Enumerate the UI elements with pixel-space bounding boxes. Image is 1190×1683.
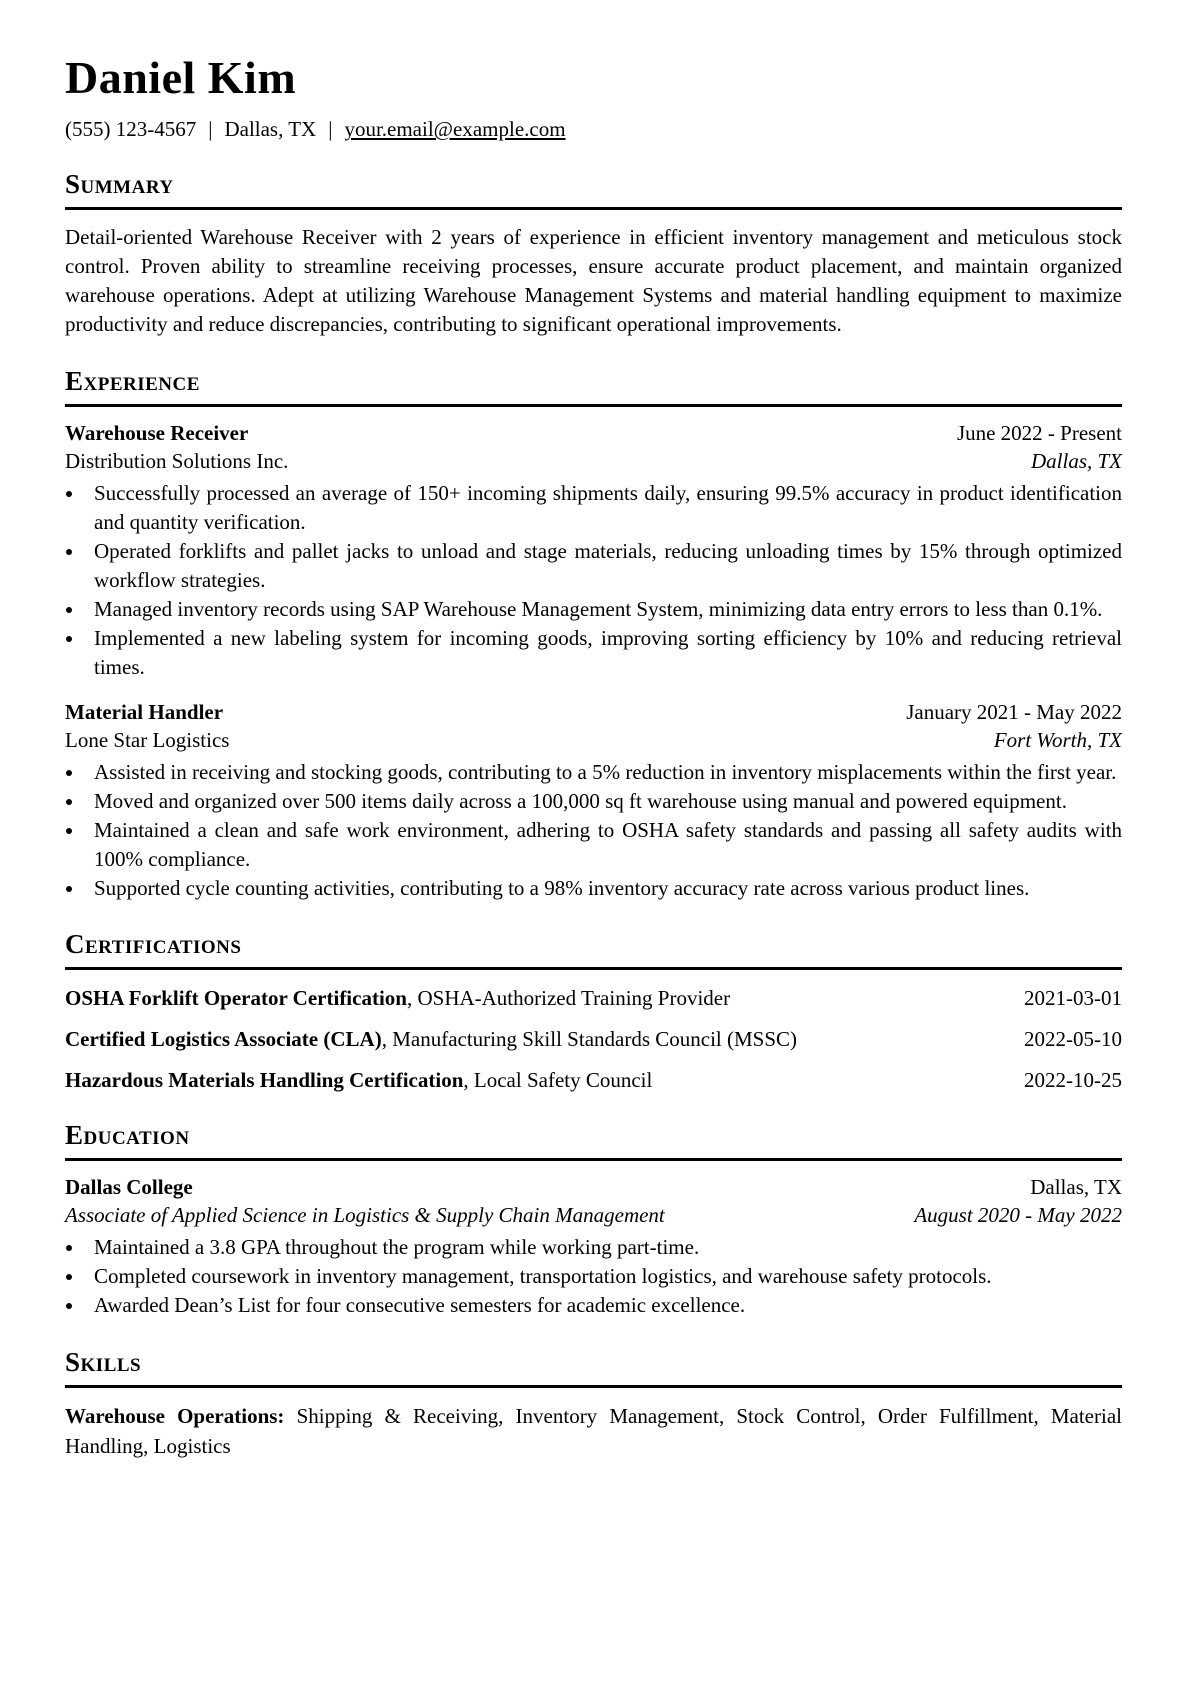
education-entry bbox=[65, 1174, 1122, 1320]
certifications-heading: Certifications bbox=[65, 929, 1122, 970]
bullet-item: • Assisted in receiving and stocking goods, contributing to a 5% reduction in inventory misplacements within the first year. bbox=[85, 758, 1122, 787]
job-title: Material Handler bbox=[65, 699, 224, 724]
job-company-row bbox=[65, 727, 1122, 755]
section-certifications bbox=[65, 929, 1122, 1093]
job-entry bbox=[65, 699, 1122, 903]
contact-phone: (555) 123-4567 bbox=[65, 117, 197, 142]
certification-left bbox=[65, 1068, 652, 1093]
certification-row bbox=[65, 1068, 1122, 1093]
bullet-item: • Awarded Dean’s List for four consecutive semesters for academic excellence. bbox=[85, 1291, 1122, 1320]
job-bullet-list bbox=[65, 479, 1122, 682]
bullet-item: • Maintained a 3.8 GPA throughout the program while working part-time. bbox=[85, 1233, 1122, 1262]
bullet-item: • Moved and organized over 500 items daily across a 100,000 sq ft warehouse using manual and powered equipment. bbox=[85, 787, 1122, 816]
certification-name: Hazardous Materials Handling Certification bbox=[65, 1068, 464, 1093]
education-degree: Associate of Applied Science in Logistics & Supply Chain Management bbox=[65, 1203, 665, 1228]
contact-location: Dallas, TX bbox=[224, 117, 317, 142]
certification-date: 2022-10-25 bbox=[1024, 1068, 1122, 1093]
certification-name: Certified Logistics Associate (CLA) bbox=[65, 1027, 382, 1052]
section-experience bbox=[65, 366, 1122, 902]
certification-issuer: OSHA-Authorized Training Provider bbox=[417, 986, 731, 1011]
contact-separator: | bbox=[328, 117, 333, 142]
contact-separator: | bbox=[208, 117, 213, 142]
bullet-item: • Supported cycle counting activities, contributing to a 98% inventory accuracy rate across various product lines. bbox=[85, 874, 1122, 903]
job-bullet-list bbox=[65, 758, 1122, 903]
summary-heading: Summary bbox=[65, 169, 1122, 210]
bullet-item: • Maintained a clean and safe work environment, adhering to OSHA safety standards and passing all safety audits with 100% compliance. bbox=[85, 816, 1122, 874]
job-entry bbox=[65, 420, 1122, 682]
education-school: Dallas College bbox=[65, 1175, 193, 1200]
job-title-row bbox=[65, 699, 1122, 727]
job-company: Distribution Solutions Inc. bbox=[65, 449, 289, 474]
certification-date: 2021-03-01 bbox=[1024, 986, 1122, 1011]
certification-date: 2022-05-10 bbox=[1024, 1027, 1122, 1052]
job-title-row bbox=[65, 420, 1122, 448]
bullet-item: • Completed coursework in inventory management, transportation logistics, and warehouse safety protocols. bbox=[85, 1262, 1122, 1291]
resume-header bbox=[65, 54, 1122, 142]
skills-heading: Skills bbox=[65, 1347, 1122, 1388]
education-degree-row bbox=[65, 1202, 1122, 1230]
job-dates: June 2022 - Present bbox=[956, 421, 1122, 446]
section-summary bbox=[65, 169, 1122, 339]
certification-row bbox=[65, 986, 1122, 1011]
job-location: Dallas, TX bbox=[1030, 449, 1122, 474]
job-title: Warehouse Receiver bbox=[65, 421, 249, 446]
skills-category-label: Warehouse Operations: bbox=[65, 1404, 285, 1429]
contact-line bbox=[65, 117, 1122, 142]
bullet-item: • Successfully processed an average of 150+ incoming shipments daily, ensuring 99.5% accuracy in product identification and quantity verification. bbox=[85, 479, 1122, 537]
bullet-item: • Implemented a new labeling system for incoming goods, improving sorting efficiency by 10% and reducing retrieval times. bbox=[85, 624, 1122, 682]
education-school-row bbox=[65, 1174, 1122, 1202]
certification-left bbox=[65, 986, 730, 1011]
bullet-item: • Operated forklifts and pallet jacks to unload and stage materials, reducing unloading times by 15% through optimized workflow strategies. bbox=[85, 537, 1122, 595]
certification-left bbox=[65, 1027, 797, 1052]
education-bullet-list bbox=[65, 1233, 1122, 1320]
job-dates: January 2021 - May 2022 bbox=[906, 699, 1122, 724]
certification-separator: , bbox=[463, 1068, 474, 1093]
email-link[interactable]: your.email@example.com bbox=[344, 117, 566, 142]
certification-name: OSHA Forklift Operator Certification bbox=[65, 986, 407, 1011]
skills-text bbox=[65, 1402, 1122, 1462]
page-title: Daniel Kim bbox=[65, 52, 297, 103]
skills-items: Shipping & Receiving, Inventory Management, Stock Control, Order Fulfillment, Material Handling, Logistics bbox=[65, 1404, 1122, 1459]
job-location: Fort Worth, TX bbox=[993, 727, 1122, 752]
education-dates: August 2020 - May 2022 bbox=[914, 1203, 1122, 1228]
section-skills bbox=[65, 1347, 1122, 1462]
experience-heading: Experience bbox=[65, 366, 1122, 407]
bullet-item: • Managed inventory records using SAP Warehouse Management System, minimizing data entry errors to less than 0.1%. bbox=[85, 595, 1122, 624]
certification-issuer: Manufacturing Skill Standards Council (MSSC) bbox=[392, 1027, 798, 1052]
section-education bbox=[65, 1120, 1122, 1320]
certification-separator: , bbox=[381, 1027, 393, 1052]
job-company: Lone Star Logistics bbox=[65, 727, 230, 752]
education-location: Dallas, TX bbox=[1030, 1175, 1122, 1200]
job-company-row bbox=[65, 448, 1122, 476]
certification-row bbox=[65, 1027, 1122, 1052]
certification-issuer: Local Safety Council bbox=[473, 1068, 653, 1093]
education-heading: Education bbox=[65, 1120, 1122, 1161]
certification-separator: , bbox=[406, 986, 418, 1011]
summary-text: Detail-oriented Warehouse Receiver with 2 years of experience in efficient inventory management and meticulous stock control. Proven ability to streamline receiving processes, ensure accurate product placement, and maintain organized warehouse operations. Adept at utilizing Warehouse Management Systems and material handling equipment to maximize productivity and reduce discrepancies, contributing to significant operational improvements. bbox=[65, 225, 1122, 337]
